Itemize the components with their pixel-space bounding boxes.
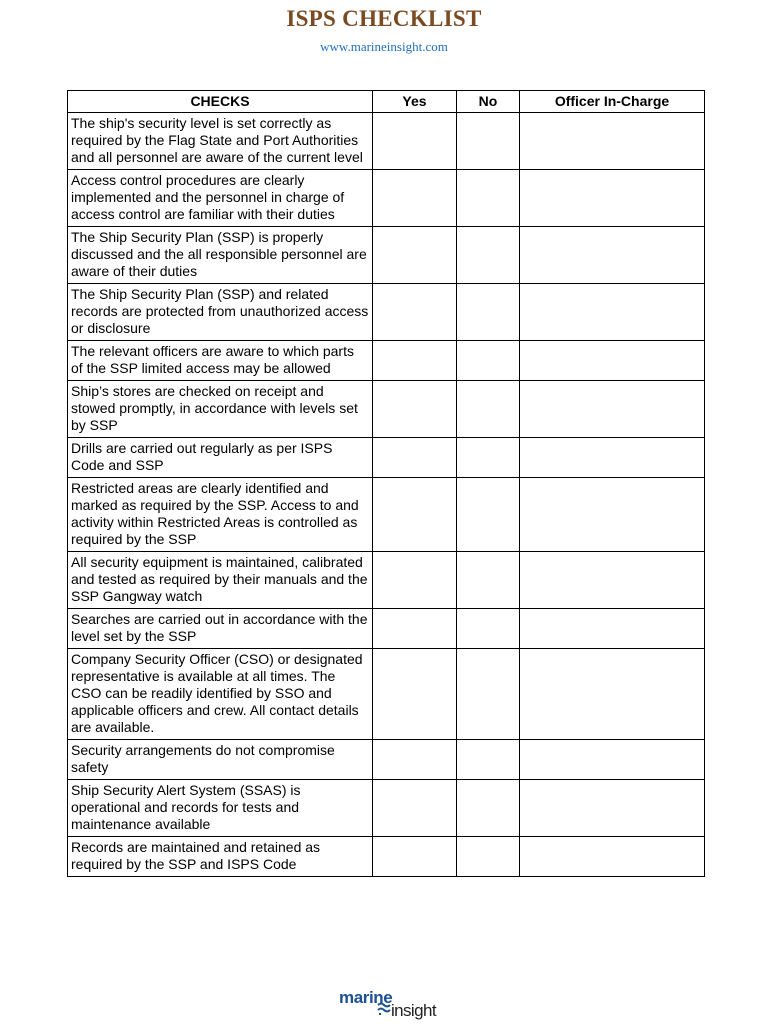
check-cell: Restricted areas are clearly identified and marked as required by the SSP. Access to and activity within Restricted Areas is controlled as required by the SSP xyxy=(68,478,373,552)
yes-cell[interactable] xyxy=(373,552,457,609)
no-cell[interactable] xyxy=(457,227,520,284)
officer-in-charge-cell[interactable] xyxy=(520,478,705,552)
table-row xyxy=(68,837,705,877)
check-cell: The Ship Security Plan (SSP) and related records are protected from unauthorized access or disclosure xyxy=(68,284,373,341)
column-header-yes: Yes xyxy=(373,91,457,113)
yes-cell[interactable] xyxy=(373,740,457,780)
no-cell[interactable] xyxy=(457,170,520,227)
no-cell[interactable] xyxy=(457,341,520,381)
yes-cell[interactable] xyxy=(373,438,457,478)
yes-cell[interactable] xyxy=(373,478,457,552)
check-cell: Searches are carried out in accordance with the level set by the SSP xyxy=(68,609,373,649)
website-link[interactable]: www.marineinsight.com xyxy=(320,39,448,54)
officer-in-charge-cell[interactable] xyxy=(520,227,705,284)
officer-in-charge-cell[interactable] xyxy=(520,740,705,780)
no-cell[interactable] xyxy=(457,552,520,609)
table-body xyxy=(68,113,705,877)
check-cell: The ship's security level is set correctly as required by the Flag State and Port Authorities and all personnel are aware of the current level xyxy=(68,113,373,170)
yes-cell[interactable] xyxy=(373,341,457,381)
officer-in-charge-cell[interactable] xyxy=(520,113,705,170)
officer-in-charge-cell[interactable] xyxy=(520,284,705,341)
table-header-row xyxy=(68,91,705,113)
no-cell[interactable] xyxy=(457,649,520,740)
officer-in-charge-cell[interactable] xyxy=(520,438,705,478)
table-row xyxy=(68,609,705,649)
officer-in-charge-cell[interactable] xyxy=(520,649,705,740)
logo-text-insight: insight xyxy=(391,1001,436,1020)
table-row xyxy=(68,438,705,478)
logo-text-marine: marine xyxy=(339,988,393,1007)
table-row xyxy=(68,341,705,381)
no-cell[interactable] xyxy=(457,438,520,478)
yes-cell[interactable] xyxy=(373,649,457,740)
column-header-no: No xyxy=(457,91,520,113)
check-cell: The Ship Security Plan (SSP) is properly discussed and the all responsible personnel are aware of their duties xyxy=(68,227,373,284)
yes-cell[interactable] xyxy=(373,227,457,284)
isps-checklist-table xyxy=(67,90,705,877)
officer-in-charge-cell[interactable] xyxy=(520,170,705,227)
table-row xyxy=(68,740,705,780)
table-row xyxy=(68,227,705,284)
yes-cell[interactable] xyxy=(373,113,457,170)
check-cell: Security arrangements do not compromise safety xyxy=(68,740,373,780)
table-row xyxy=(68,649,705,740)
officer-in-charge-cell[interactable] xyxy=(520,609,705,649)
yes-cell[interactable] xyxy=(373,170,457,227)
yes-cell[interactable] xyxy=(373,284,457,341)
no-cell[interactable] xyxy=(457,837,520,877)
no-cell[interactable] xyxy=(457,284,520,341)
logo-wave-icon xyxy=(377,1000,391,1016)
table-row xyxy=(68,552,705,609)
yes-cell[interactable] xyxy=(373,609,457,649)
officer-in-charge-cell[interactable] xyxy=(520,341,705,381)
officer-in-charge-cell[interactable] xyxy=(520,552,705,609)
check-cell: All security equipment is maintained, calibrated and tested as required by their manuals and the SSP Gangway watch xyxy=(68,552,373,609)
check-cell: Drills are carried out regularly as per ISPS Code and SSP xyxy=(68,438,373,478)
no-cell[interactable] xyxy=(457,381,520,438)
marine-insight-logo xyxy=(337,986,436,1022)
table-row xyxy=(68,113,705,170)
column-header-checks: CHECKS xyxy=(68,91,373,113)
check-cell: Company Security Officer (CSO) or designated representative is available at all times. The CSO can be readily identified by SSO and applicable officers and crew. All contact details are available. xyxy=(68,649,373,740)
table-row xyxy=(68,381,705,438)
yes-cell[interactable] xyxy=(373,780,457,837)
check-cell: Records are maintained and retained as required by the SSP and ISPS Code xyxy=(68,837,373,877)
no-cell[interactable] xyxy=(457,780,520,837)
no-cell[interactable] xyxy=(457,609,520,649)
yes-cell[interactable] xyxy=(373,381,457,438)
check-cell: Ship’s stores are checked on receipt and stowed promptly, in accordance with levels set by SSP xyxy=(68,381,373,438)
table-row xyxy=(68,170,705,227)
column-header-officer-in-charge: Officer In-Charge xyxy=(520,91,705,113)
officer-in-charge-cell[interactable] xyxy=(520,780,705,837)
table-row xyxy=(68,478,705,552)
table-row xyxy=(68,780,705,837)
check-cell: Ship Security Alert System (SSAS) is operational and records for tests and maintenance available xyxy=(68,780,373,837)
no-cell[interactable] xyxy=(457,113,520,170)
no-cell[interactable] xyxy=(457,740,520,780)
table-row xyxy=(68,284,705,341)
no-cell[interactable] xyxy=(457,478,520,552)
page-title: ISPS CHECKLIST xyxy=(286,6,482,31)
officer-in-charge-cell[interactable] xyxy=(520,837,705,877)
yes-cell[interactable] xyxy=(373,837,457,877)
check-cell: Access control procedures are clearly implemented and the personnel in charge of access control are familiar with their duties xyxy=(68,170,373,227)
officer-in-charge-cell[interactable] xyxy=(520,381,705,438)
check-cell: The relevant officers are aware to which parts of the SSP limited access may be allowed xyxy=(68,341,373,381)
